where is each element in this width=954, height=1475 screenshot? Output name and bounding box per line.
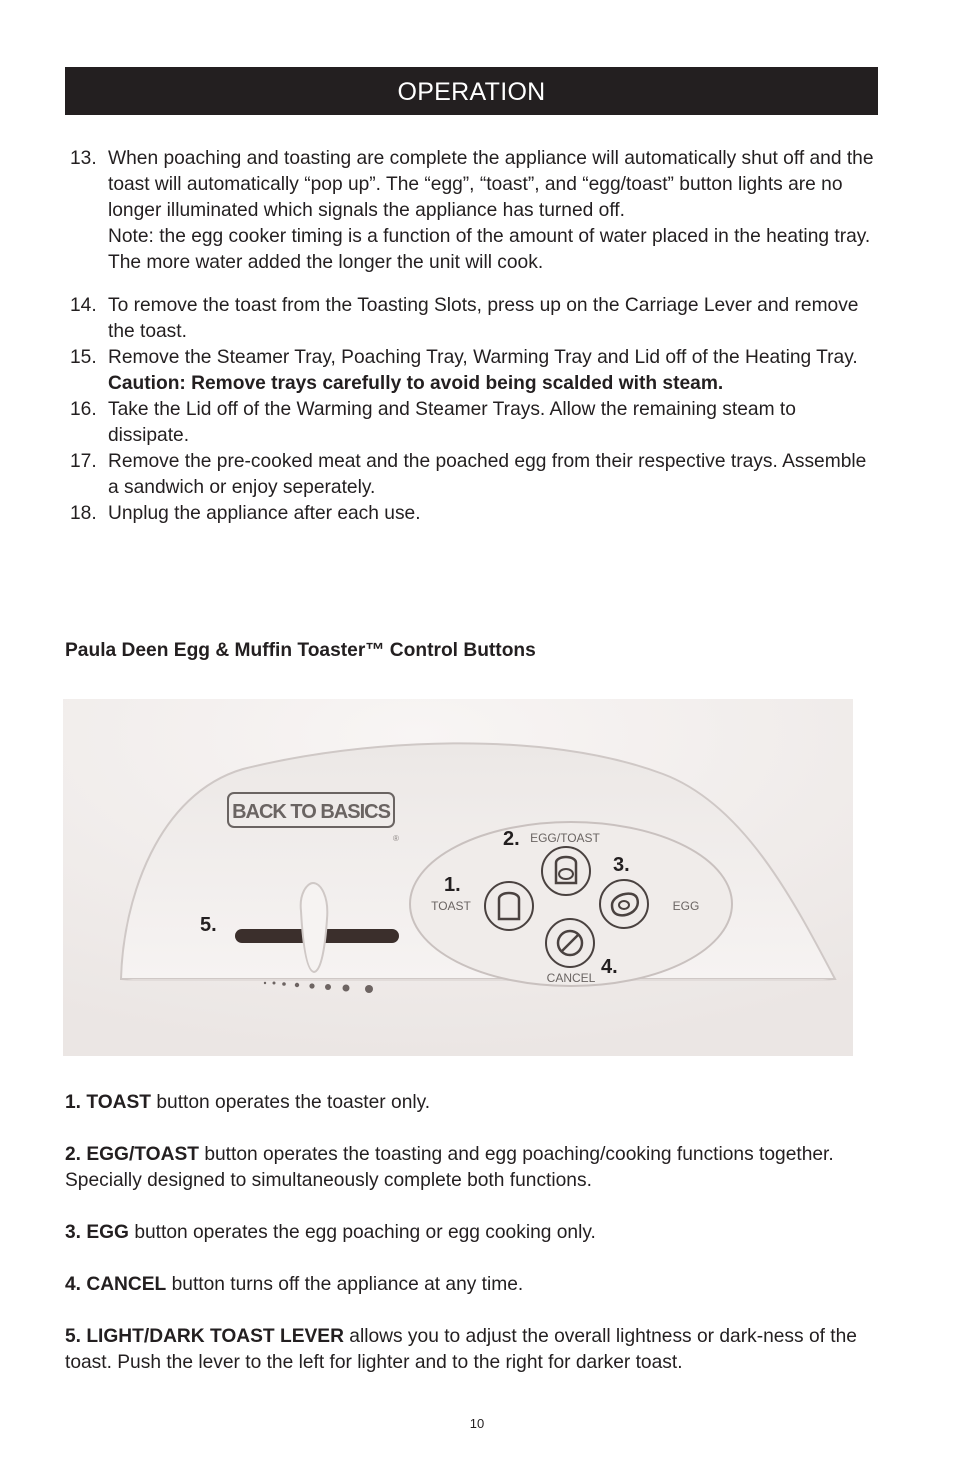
button-definitions [65,1090,865,1402]
definition-term: 3. EGG [65,1222,129,1243]
brand-logo-text: BACK TO BASICS [232,801,390,823]
definition-item [65,1220,865,1246]
egg-toast-button[interactable] [542,847,590,895]
cancel-button[interactable] [546,919,594,967]
step-text: When poaching and toasting are complete the appliance will automatically shut off and the toast will automatically “pop up”. The “egg”, “toast”, and “egg/toast” button lights are no longer illuminated which signals the appliance has turned off. [108,148,874,221]
definition-item [65,1090,865,1116]
definition-term: 2. EGG/TOAST [65,1144,199,1165]
definition-text: button operates the toasting and egg poaching/cooking functions together. Specially designed to simultaneously complete both functions. [65,1144,834,1191]
definition-text: button operates the egg poaching or egg cooking only. [128,1222,596,1243]
step-item [70,501,880,527]
control-buttons-heading: Paula Deen Egg & Muffin Toaster™ Control Buttons [65,640,536,661]
control-panel-photo [63,699,853,1056]
egg-toast-label: EGG/TOAST [530,831,600,845]
step-caution: Caution: Remove trays carefully to avoid being scalded with steam. [108,373,724,394]
step-number: 13. [70,148,97,169]
callout-2: 2. [503,828,520,850]
step-item [70,293,880,345]
definition-term: 5. LIGHT/DARK TOAST LEVER [65,1326,344,1347]
egg-label: EGG [672,899,700,913]
section-header [65,67,878,115]
step-item [70,397,880,449]
definition-item [65,1324,865,1376]
step-note: Note: the egg cooker timing is a function of the amount of water placed in the heating tray. The more water added the longer the unit will cook. [108,226,871,273]
page-number: 10 [469,1416,485,1431]
step-item [70,449,880,501]
definition-item [65,1142,865,1194]
registered-mark: ® [393,834,399,843]
step-text: Take the Lid off of the Warming and Steamer Trays. Allow the remaining steam to dissipate. [108,399,796,446]
callout-5: 5. [200,914,217,936]
callout-3: 3. [613,854,630,876]
toast-label: TOAST [431,899,471,913]
panel-highlight [121,979,835,981]
section-header-title: OPERATION [397,78,546,106]
step-number: 18. [70,503,97,524]
step-text: Remove the pre-cooked meat and the poached egg from their respective trays. Assemble a sandwich or enjoy seperately. [108,451,867,498]
definition-text: button operates the toaster only. [151,1092,431,1113]
step-item [70,146,880,276]
operation-steps-list [70,146,880,527]
egg-button[interactable] [600,880,648,928]
definition-term: 1. TOAST [65,1092,152,1113]
step-number: 17. [70,451,97,472]
definition-item [65,1272,865,1298]
callout-4: 4. [601,956,618,978]
step-number: 14. [70,295,97,316]
step-item [70,345,880,397]
toast-button[interactable] [485,882,533,930]
step-text: To remove the toast from the Toasting Slots, press up on the Carriage Lever and remove the toast. [108,295,859,342]
definition-text: allows you to adjust the overall lightness or dark-ness of the toast. Push the lever to the left for lighter and to the right for darker toast. [65,1326,857,1373]
step-text: Remove the Steamer Tray, Poaching Tray, Warming Tray and Lid off of the Heating Tray. [108,347,858,368]
cancel-label: CANCEL [546,971,596,985]
definition-term: 4. CANCEL [65,1274,167,1295]
definition-text: button turns off the appliance at any time. [166,1274,524,1295]
callout-1: 1. [444,874,461,896]
step-number: 16. [70,399,97,420]
step-number: 15. [70,347,97,368]
step-text: Unplug the appliance after each use. [108,503,421,524]
